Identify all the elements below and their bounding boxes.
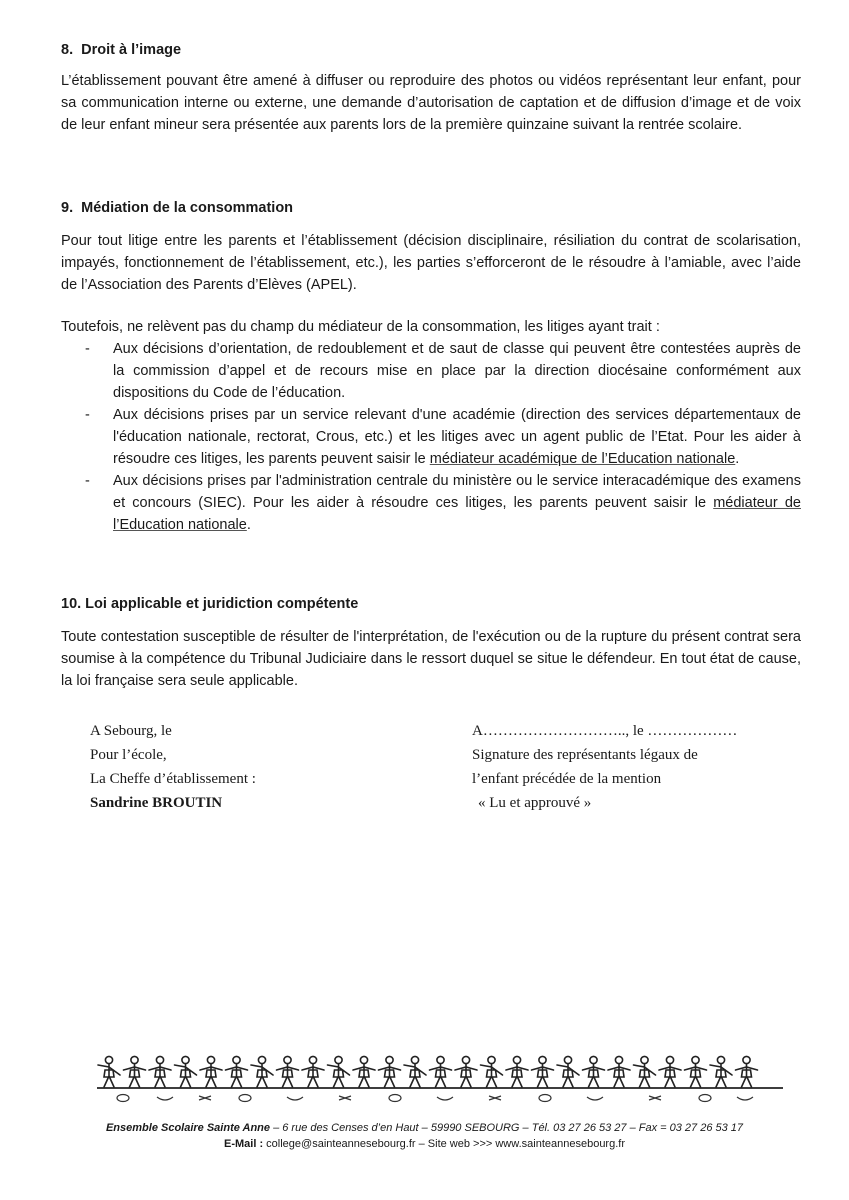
signature-parents-block <box>472 719 772 815</box>
frieze-child-figure <box>328 1056 350 1087</box>
frieze-child-figure <box>302 1056 324 1087</box>
section-9-list <box>61 338 801 536</box>
list-item-text: Aux décisions prises par l'administration centrale du ministère ou le service interacadémique des examens et concours (SIEC). Pour les aider à résoudre ces litiges, les parents peuvent saisir le <box>113 473 801 511</box>
frieze-child-figure <box>710 1056 732 1087</box>
frieze-child-figure <box>608 1056 630 1087</box>
frieze-toy <box>199 1096 211 1100</box>
signature-parents-label: Signature des représentants légaux de <box>472 747 698 763</box>
mediateur-academique-link[interactable]: médiateur académique de l’Education nationale <box>429 451 736 467</box>
frieze-child-figure <box>736 1056 758 1087</box>
frieze-child-figure <box>149 1056 171 1087</box>
footer-contact <box>0 1138 849 1150</box>
frieze-child-figure <box>634 1056 656 1087</box>
section-10-title: 10. Loi applicable et juridiction compétente <box>61 596 359 612</box>
frieze-child-figure <box>175 1056 197 1087</box>
signature-place-date: A Sebourg, le <box>90 723 172 739</box>
list-item <box>61 338 801 404</box>
frieze-child-figure <box>353 1056 375 1087</box>
frieze-figures <box>98 1056 758 1087</box>
frieze-toy <box>437 1097 453 1100</box>
signature-name: Sandrine BROUTIN <box>90 795 223 811</box>
section-10-body <box>61 626 801 692</box>
footer-address <box>0 1122 849 1134</box>
signature-parents-mention: l’enfant précédée de la mention <box>472 771 662 787</box>
frieze-toy <box>699 1095 711 1102</box>
frieze-toy <box>489 1096 501 1100</box>
frieze-toy <box>539 1095 551 1102</box>
frieze-child-figure <box>200 1056 222 1087</box>
children-frieze-illustration <box>95 1050 785 1112</box>
footer-email-web[interactable]: college@sainteannesebourg.fr – Site web >>> www.sainteannesebourg.fr <box>263 1138 625 1150</box>
list-item <box>61 470 801 536</box>
section-9-body <box>61 230 801 296</box>
frieze-toy <box>287 1097 303 1100</box>
list-item-end: . <box>735 451 740 467</box>
footer-email-label: E-Mail : <box>224 1138 264 1150</box>
mediateur-education-nationale-link[interactable]: médiateur de l’Education nationale <box>113 495 801 533</box>
frieze-toy <box>389 1095 401 1102</box>
section-8-title: 8. Droit à l’image <box>61 42 182 58</box>
list-item-text: Aux décisions prises par un service relevant d'une académie (direction des services départementaux de l'éducation nationale, rectorat, Crous, etc.) et les litiges avec un agent public de l’Etat. Pour les aider à résoudre ces litiges, les parents peuvent saisir le <box>113 407 801 467</box>
section-10-paragraph: Toute contestation susceptible de résulter de l'interprétation, de l'exécution ou de la rupture du présent contrat sera soumise à la compétence du Tribunal Judiciaire dans le ressort duquel se situe le défendeur. En tout état de cause, la loi française sera seule applicable. <box>61 629 801 689</box>
frieze-child-figure <box>583 1056 605 1087</box>
signature-for-school: Pour l’école, <box>90 747 167 763</box>
frieze-toy <box>587 1097 603 1100</box>
frieze-child-figure <box>277 1056 299 1087</box>
frieze-child-figure <box>659 1056 681 1087</box>
frieze-toy <box>737 1097 753 1100</box>
section-9-title: 9. Médiation de la consommation <box>61 200 294 216</box>
frieze-child-figure <box>455 1056 477 1087</box>
signature-role: La Cheffe d’établissement : <box>90 771 256 787</box>
frieze-child-figure <box>251 1056 273 1087</box>
signature-parents-place-date: A……………………….., le ……………… <box>472 723 738 739</box>
frieze-child-figure <box>532 1056 554 1087</box>
frieze-toy <box>157 1097 173 1100</box>
frieze-child-figure <box>124 1056 146 1087</box>
bullet-dash: - <box>85 407 90 423</box>
frieze-child-figure <box>685 1056 707 1087</box>
frieze-child-figure <box>379 1056 401 1087</box>
section-9-intro <box>61 316 801 338</box>
section-8-body <box>61 70 801 136</box>
bullet-dash: - <box>85 473 90 489</box>
frieze-toy <box>117 1095 129 1102</box>
bullet-dash: - <box>85 341 90 357</box>
frieze-child-figure <box>404 1056 426 1087</box>
footer-school-name: Ensemble Scolaire Sainte Anne <box>105 1122 271 1134</box>
frieze-child-figure <box>481 1056 503 1087</box>
frieze-child-figure <box>506 1056 528 1087</box>
footer-address-text: – 6 rue des Censes d’en Haut – 59990 SEBOURG – Tél. 03 27 26 53 27 – Fax = 03 27 26 53 17 <box>270 1122 744 1134</box>
list-item-end: . <box>246 517 251 533</box>
frieze-toys <box>117 1095 753 1102</box>
section-8-paragraph: L’établissement pouvant être amené à diffuser ou reproduire des photos ou vidéos représentant leur enfant, pour sa communication interne ou externe, une demande d’autorisation de captation et de diffusion d’image et de voix de leur enfant mineur sera présentée aux parents lors de la première quinzaine suivant la rentrée scolaire. <box>61 73 801 133</box>
signature-lu-approuve: « Lu et approuvé » <box>478 795 592 811</box>
list-item <box>61 404 801 470</box>
section-9-paragraph-1: Pour tout litige entre les parents et l’établissement (décision disciplinaire, résiliation du contrat de scolarisation, impayés, fonctionnement de l’établissement, etc.), les parties s’efforceront de le résoudre à l’amiable, avec l’aide de l’Association des Parents d’Elèves (APEL). <box>61 233 801 293</box>
frieze-toy <box>339 1096 351 1100</box>
list-item-text: Aux décisions d’orientation, de redoublement et de saut de classe qui peuvent être contestées auprès de la commission d’appel et de recours mise en place par la direction diocésaine conformément aux dispositions du Code de l’éducation. <box>113 341 801 401</box>
frieze-toy <box>649 1096 661 1100</box>
section-9-paragraph-2: Toutefois, ne relèvent pas du champ du médiateur de la consommation, les litiges ayant trait : <box>61 319 660 335</box>
frieze-child-figure <box>98 1056 120 1087</box>
frieze-child-figure <box>557 1056 579 1087</box>
frieze-child-figure <box>226 1056 248 1087</box>
frieze-toy <box>239 1095 251 1102</box>
signature-school-block <box>90 719 256 815</box>
frieze-child-figure <box>430 1056 452 1087</box>
